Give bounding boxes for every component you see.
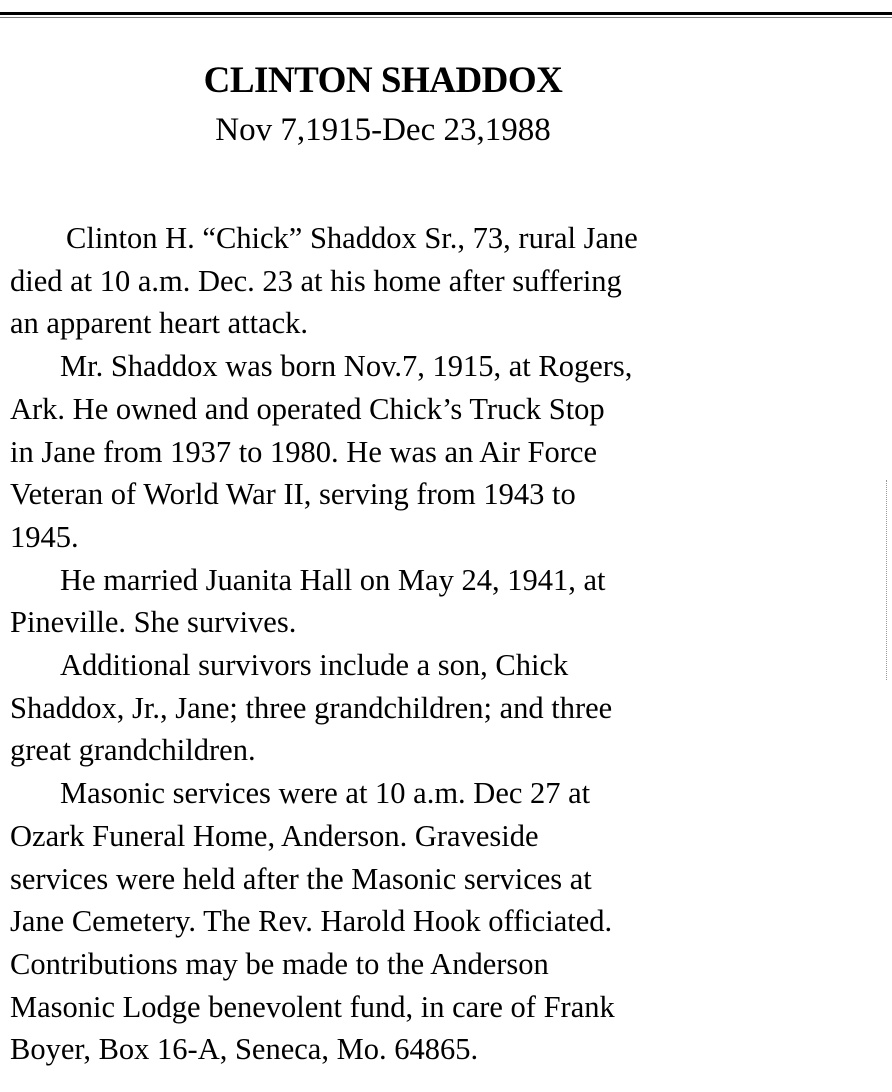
top-rule-thin xyxy=(0,17,892,18)
paragraph-4-line-3: great grandchildren. xyxy=(10,733,256,768)
paragraph-5-line-4: Jane Cemetery. The Rev. Harold Hook officiated. xyxy=(10,904,613,939)
paragraph-2-line-2: Ark. He owned and operated Chick’s Truck Stop xyxy=(10,391,605,426)
paragraph-3-line-2: Pineville. She survives. xyxy=(10,605,297,640)
paragraph-4-line-1: Additional survivors include a son, Chick xyxy=(60,648,569,683)
paragraph-4-line-2: Shaddox, Jr., Jane; three grandchildren; and three xyxy=(10,690,613,725)
paragraph-3-line-1: He married Juanita Hall on May 24, 1941, at xyxy=(60,562,606,597)
clipping-edge xyxy=(886,480,888,680)
paragraph-5-line-3: services were held after the Masonic services at xyxy=(10,861,592,896)
paragraph-5-line-2: Ozark Funeral Home, Anderson. Graveside xyxy=(10,818,539,853)
paragraph-2-line-1: Mr. Shaddox was born Nov.7, 1915, at Rogers, xyxy=(60,349,633,384)
paragraph-5-line-5: Contributions may be made to the Anderson xyxy=(10,946,549,981)
paragraph-5-line-7: Boyer, Box 16-A, Seneca, Mo. 64865. xyxy=(10,1032,479,1067)
paragraph-2-line-5: 1945. xyxy=(10,519,79,554)
obituary-body xyxy=(10,217,870,1071)
paragraph-5-line-6: Masonic Lodge benevolent fund, in care of Frank xyxy=(10,989,615,1024)
paragraph-2-line-4: Veteran of World War II, serving from 1943 to xyxy=(10,477,576,512)
paragraph-1-line-1: Clinton H. “Chick” Shaddox Sr., 73, rural Jane xyxy=(66,221,638,255)
top-rule xyxy=(0,12,892,15)
paragraph-1-line-2: died at 10 a.m. Dec. 23 at his home after suffering xyxy=(10,263,622,298)
obituary-name: CLINTON SHADDOX xyxy=(203,60,563,101)
paragraph-1-line-3: an apparent heart attack. xyxy=(10,306,309,341)
paragraph-2-line-3: in Jane from 1937 to 1980. He was an Air Force xyxy=(10,434,598,469)
paragraph-5-line-1: Masonic services were at 10 a.m. Dec 27 at xyxy=(60,776,591,811)
obituary-dates: Nov 7,1915-Dec 23,1988 xyxy=(215,112,551,148)
